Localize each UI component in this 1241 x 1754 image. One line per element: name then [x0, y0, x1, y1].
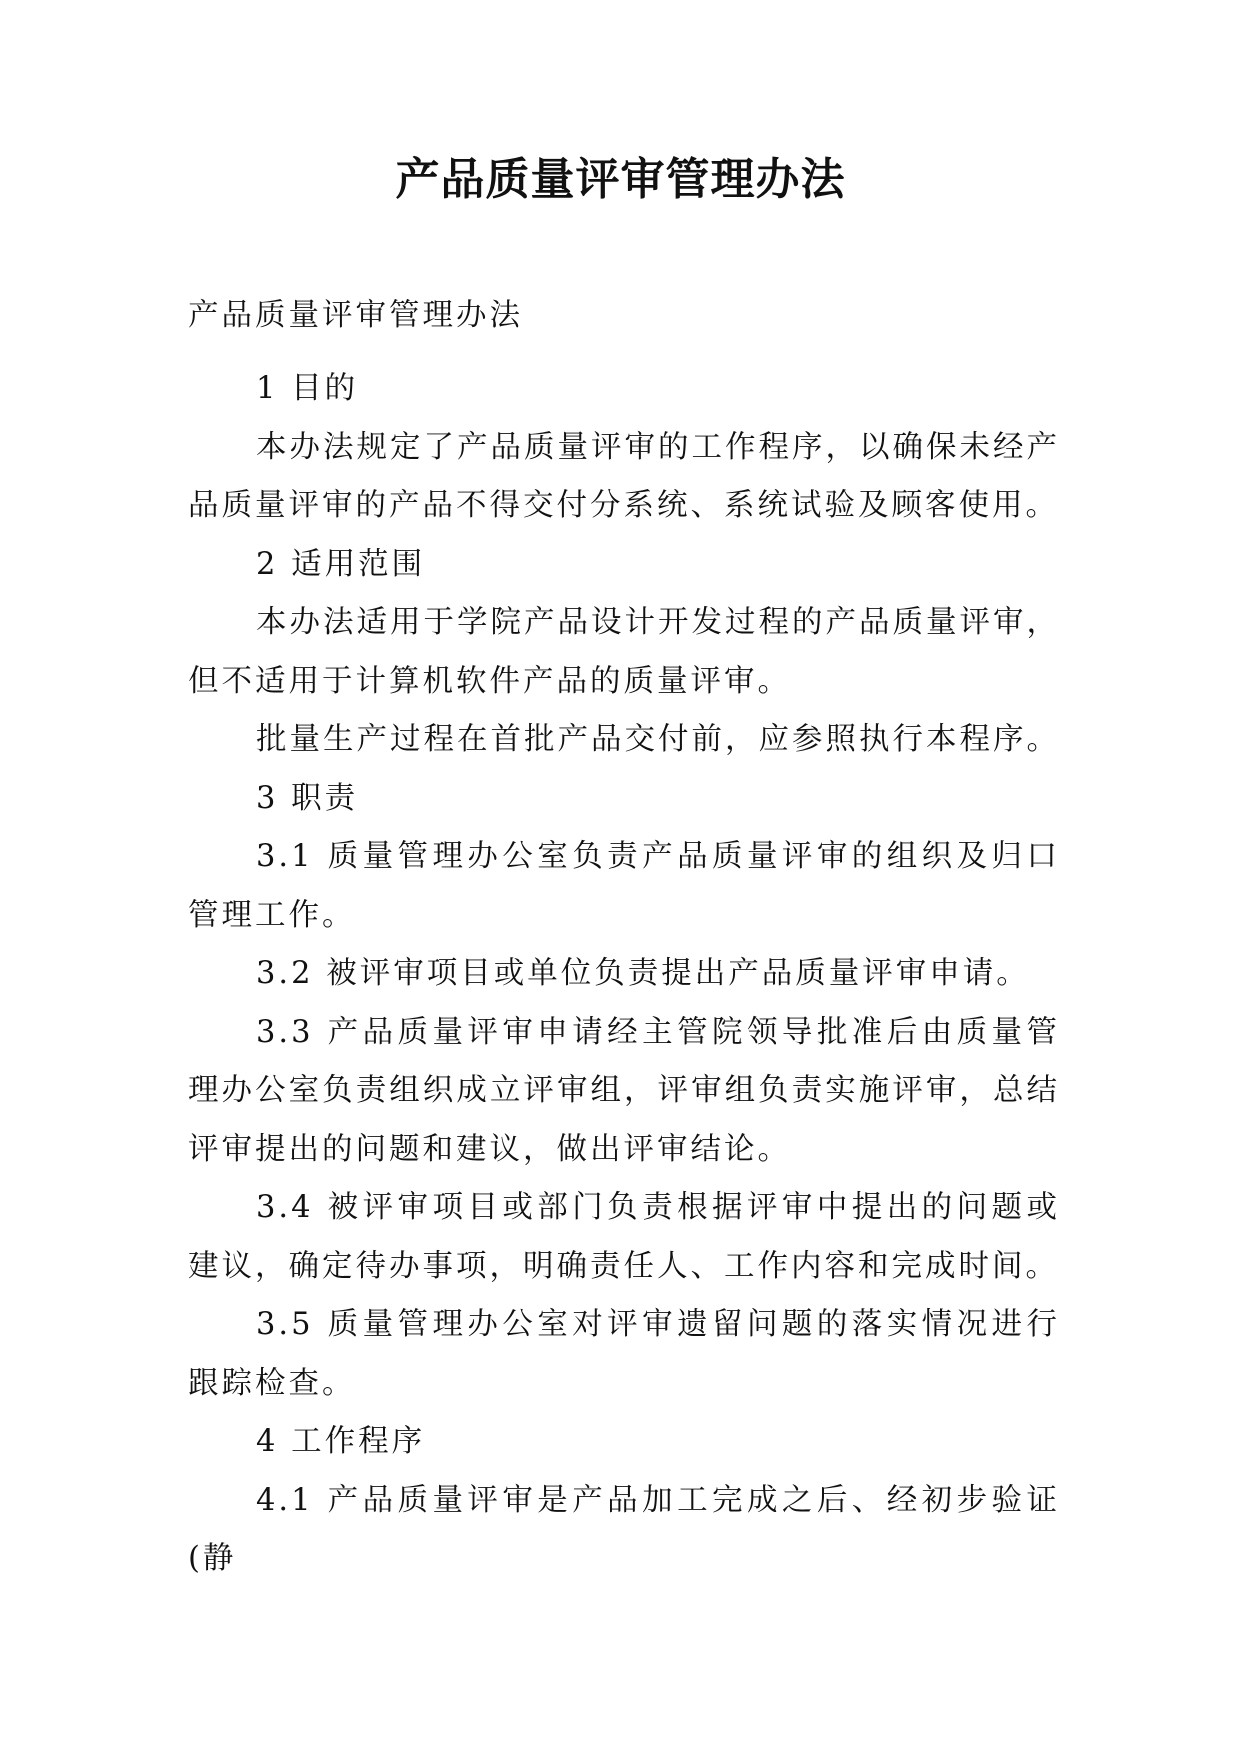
paragraph: 3.3 产品质量评审申请经主管院领导批准后由质量管理办公室负责组织成立评审组，评审组负责实施评审，总结评审提出的问题和建议，做出评审结论。: [188, 1014, 1060, 1167]
document-subtitle: 产品质量评审管理办法: [188, 298, 523, 333]
section-heading: 1 目的: [256, 371, 359, 406]
paragraph: 批量生产过程在首批产品交付前，应参照执行本程序。: [256, 722, 1060, 757]
paragraph: 本办法适用于学院产品设计开发过程的产品质量评审，但不适用于计算机软件产品的质量评审。: [188, 605, 1060, 699]
document-body: [188, 360, 1060, 1589]
section-heading: 3 职责: [256, 780, 359, 816]
paragraph: 3.4 被评审项目或部门负责根据评审中提出的问题或建议，确定待办事项，明确责任人、工作内容和完成时间。: [188, 1190, 1060, 1284]
paragraph: 4.1 产品质量评审是产品加工完成之后、经初步验证(静: [188, 1482, 1060, 1576]
paragraph: 本办法规定了产品质量评审的工作程序，以确保未经产品质量评审的产品不得交付分系统、系统试验及顾客使用。: [188, 429, 1060, 523]
section-heading: 2 适用范围: [256, 546, 426, 582]
paragraph: 3.1 质量管理办公室负责产品质量评审的组织及归口管理工作。: [188, 839, 1060, 933]
paragraph: 3.5 质量管理办公室对评审遗留问题的落实情况进行跟踪检查。: [188, 1307, 1060, 1401]
document-title: 产品质量评审管理办法: [395, 154, 846, 205]
paragraph: 3.2 被评审项目或单位负责提出产品质量评审申请。: [256, 956, 1030, 991]
section-heading: 4 工作程序: [256, 1424, 426, 1459]
